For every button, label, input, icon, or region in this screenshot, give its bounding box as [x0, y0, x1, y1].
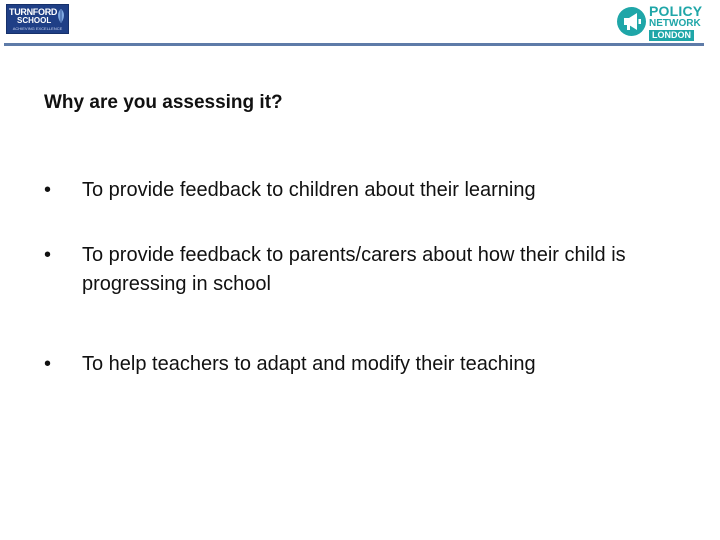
leaf-icon: [56, 9, 66, 23]
header-divider: [4, 43, 704, 46]
bullet-text: To provide feedback to children about their learning: [82, 179, 536, 201]
bullet-dot: •: [44, 244, 52, 266]
slide-title: Why are you assessing it?: [44, 92, 283, 113]
logo-left-line1: TURNFORD: [9, 7, 58, 17]
bullet-text: To help teachers to adapt and modify their teaching: [82, 353, 536, 375]
megaphone-icon: [617, 7, 646, 36]
logo-right-line3: LONDON: [649, 30, 694, 41]
logo-right-line1: POLICY: [649, 3, 703, 19]
bullet-dot: •: [44, 353, 52, 375]
bullet-text: To provide feedback to parents/carers about how their child is progressing in school: [82, 244, 626, 295]
bullet-dot: •: [44, 179, 52, 201]
policy-network-london-logo: [617, 4, 705, 40]
logo-left-tagline: ACHIEVING EXCELLENCE: [12, 26, 63, 31]
logo-left-line2: SCHOOL: [17, 16, 52, 25]
turnford-school-logo: [6, 4, 69, 34]
logo-right-line2: NETWORK: [649, 18, 701, 29]
